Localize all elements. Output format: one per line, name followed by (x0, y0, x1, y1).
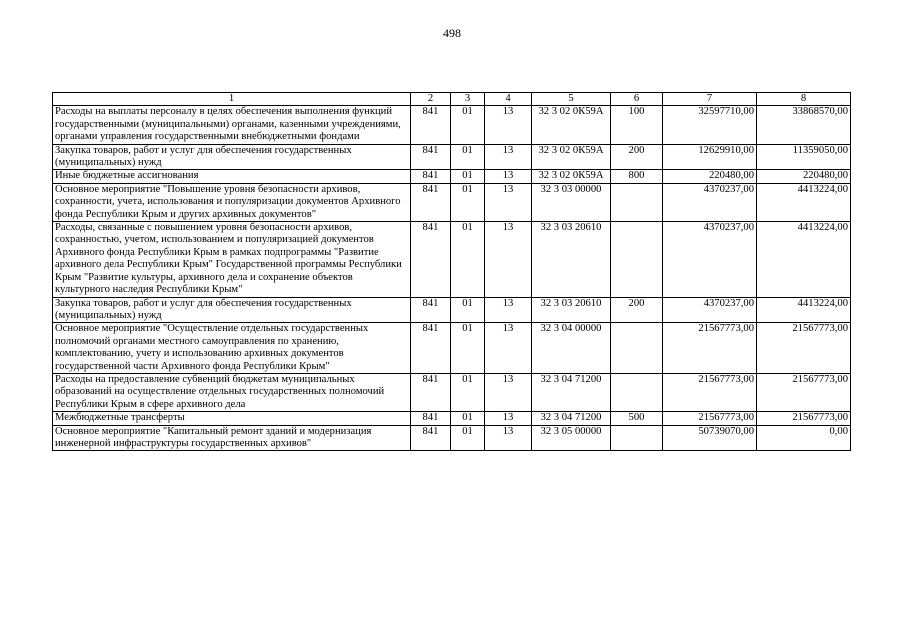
expense-type: 200 (611, 297, 663, 323)
amount-year-2: 21567773,00 (757, 373, 851, 411)
column-header: 5 (532, 93, 611, 106)
row-description: Закупка товаров, работ и услуг для обеспечения государственных (муниципальных) нужд (53, 297, 411, 323)
row-description: Основное мероприятие "Повышение уровня безопасности архивов, сохранности, учета, использования и популяризации документов Архивного фонда Республики Крым и других архивных документов" (53, 183, 411, 221)
section-code: 01 (451, 373, 485, 411)
ministry-code: 841 (411, 425, 451, 451)
amount-year-1: 4370237,00 (663, 297, 757, 323)
table-row (53, 170, 851, 183)
row-description: Расходы, связанные с повышением уровня безопасности архивов, сохранностью, учетом, использованием и популяризацией документов Архивного фонда Республики Крым в рамках подпрограммы "Развитие архивного дела Республики Крым" Государственной программы Республики Крым "Развитие культуры, архивного дела и сохранение объектов культурного наследия Республики Крым" (53, 222, 411, 297)
target-article: 32 3 04 71200 (532, 373, 611, 411)
section-code: 01 (451, 183, 485, 221)
table-row (53, 144, 851, 170)
ministry-code: 841 (411, 106, 451, 144)
column-header: 7 (663, 93, 757, 106)
amount-year-1: 4370237,00 (663, 222, 757, 297)
row-description: Расходы на выплаты персоналу в целях обеспечения выполнения функций государственными (муниципальными) органами, казенными учреждениями, органами управления государственными внебюджетными фондами (53, 106, 411, 144)
amount-year-1: 32597710,00 (663, 106, 757, 144)
amount-year-1: 220480,00 (663, 170, 757, 183)
section-code: 01 (451, 222, 485, 297)
subsection-code: 13 (485, 183, 532, 221)
expense-type (611, 183, 663, 221)
amount-year-2: 11359050,00 (757, 144, 851, 170)
target-article: 32 3 02 0К59А (532, 170, 611, 183)
ministry-code: 841 (411, 183, 451, 221)
column-header: 8 (757, 93, 851, 106)
section-code: 01 (451, 412, 485, 425)
expense-type (611, 323, 663, 374)
row-description: Межбюджетные трансферты (53, 412, 411, 425)
amount-year-2: 4413224,00 (757, 222, 851, 297)
subsection-code: 13 (485, 144, 532, 170)
expense-type: 200 (611, 144, 663, 170)
row-description: Иные бюджетные ассигнования (53, 170, 411, 183)
column-header: 2 (411, 93, 451, 106)
amount-year-2: 21567773,00 (757, 323, 851, 374)
amount-year-2: 33868570,00 (757, 106, 851, 144)
amount-year-1: 21567773,00 (663, 412, 757, 425)
ministry-code: 841 (411, 412, 451, 425)
table-row (53, 297, 851, 323)
section-code: 01 (451, 170, 485, 183)
amount-year-1: 21567773,00 (663, 323, 757, 374)
target-article: 32 3 02 0К59А (532, 106, 611, 144)
expense-type (611, 222, 663, 297)
target-article: 32 3 03 20610 (532, 297, 611, 323)
subsection-code: 13 (485, 106, 532, 144)
subsection-code: 13 (485, 323, 532, 374)
page-number: 498 (443, 26, 461, 40)
column-header: 1 (53, 93, 411, 106)
amount-year-2: 21567773,00 (757, 412, 851, 425)
amount-year-2: 4413224,00 (757, 297, 851, 323)
expense-type (611, 373, 663, 411)
expense-type (611, 425, 663, 451)
target-article: 32 3 04 71200 (532, 412, 611, 425)
amount-year-1: 12629910,00 (663, 144, 757, 170)
amount-year-2: 0,00 (757, 425, 851, 451)
column-header: 3 (451, 93, 485, 106)
section-code: 01 (451, 106, 485, 144)
ministry-code: 841 (411, 144, 451, 170)
table-row (53, 183, 851, 221)
amount-year-2: 220480,00 (757, 170, 851, 183)
target-article: 32 3 03 20610 (532, 222, 611, 297)
amount-year-1: 50739070,00 (663, 425, 757, 451)
section-code: 01 (451, 297, 485, 323)
row-description: Основное мероприятие "Осуществление отдельных государственных полномочий органами местного самоуправления по хранению, комплектованию, учету и использованию архивных документов государственной части Архивного фонда Республики Крым" (53, 323, 411, 374)
column-header: 6 (611, 93, 663, 106)
subsection-code: 13 (485, 412, 532, 425)
table-row (53, 222, 851, 297)
amount-year-1: 21567773,00 (663, 373, 757, 411)
row-description: Основное мероприятие "Капитальный ремонт зданий и модернизация инженерной инфраструктуры государственных архивов" (53, 425, 411, 451)
table-row (53, 323, 851, 374)
ministry-code: 841 (411, 323, 451, 374)
row-description: Закупка товаров, работ и услуг для обеспечения государственных (муниципальных) нужд (53, 144, 411, 170)
table-row (53, 106, 851, 144)
table-row (53, 373, 851, 411)
ministry-code: 841 (411, 170, 451, 183)
expense-type: 800 (611, 170, 663, 183)
section-code: 01 (451, 425, 485, 451)
subsection-code: 13 (485, 373, 532, 411)
subsection-code: 13 (485, 425, 532, 451)
subsection-code: 13 (485, 297, 532, 323)
section-code: 01 (451, 323, 485, 374)
column-header: 4 (485, 93, 532, 106)
expense-type: 500 (611, 412, 663, 425)
expense-type: 100 (611, 106, 663, 144)
target-article: 32 3 02 0К59А (532, 144, 611, 170)
subsection-code: 13 (485, 170, 532, 183)
table-header-row (53, 93, 851, 106)
target-article: 32 3 04 00000 (532, 323, 611, 374)
target-article: 32 3 05 00000 (532, 425, 611, 451)
budget-table (52, 92, 851, 451)
ministry-code: 841 (411, 373, 451, 411)
table-row (53, 412, 851, 425)
amount-year-1: 4370237,00 (663, 183, 757, 221)
ministry-code: 841 (411, 222, 451, 297)
amount-year-2: 4413224,00 (757, 183, 851, 221)
section-code: 01 (451, 144, 485, 170)
target-article: 32 3 03 00000 (532, 183, 611, 221)
table-row (53, 425, 851, 451)
row-description: Расходы на предоставление субвенций бюджетам муниципальных образований на осуществление отдельных государственных полномочий Республики Крым в сфере архивного дела (53, 373, 411, 411)
ministry-code: 841 (411, 297, 451, 323)
subsection-code: 13 (485, 222, 532, 297)
